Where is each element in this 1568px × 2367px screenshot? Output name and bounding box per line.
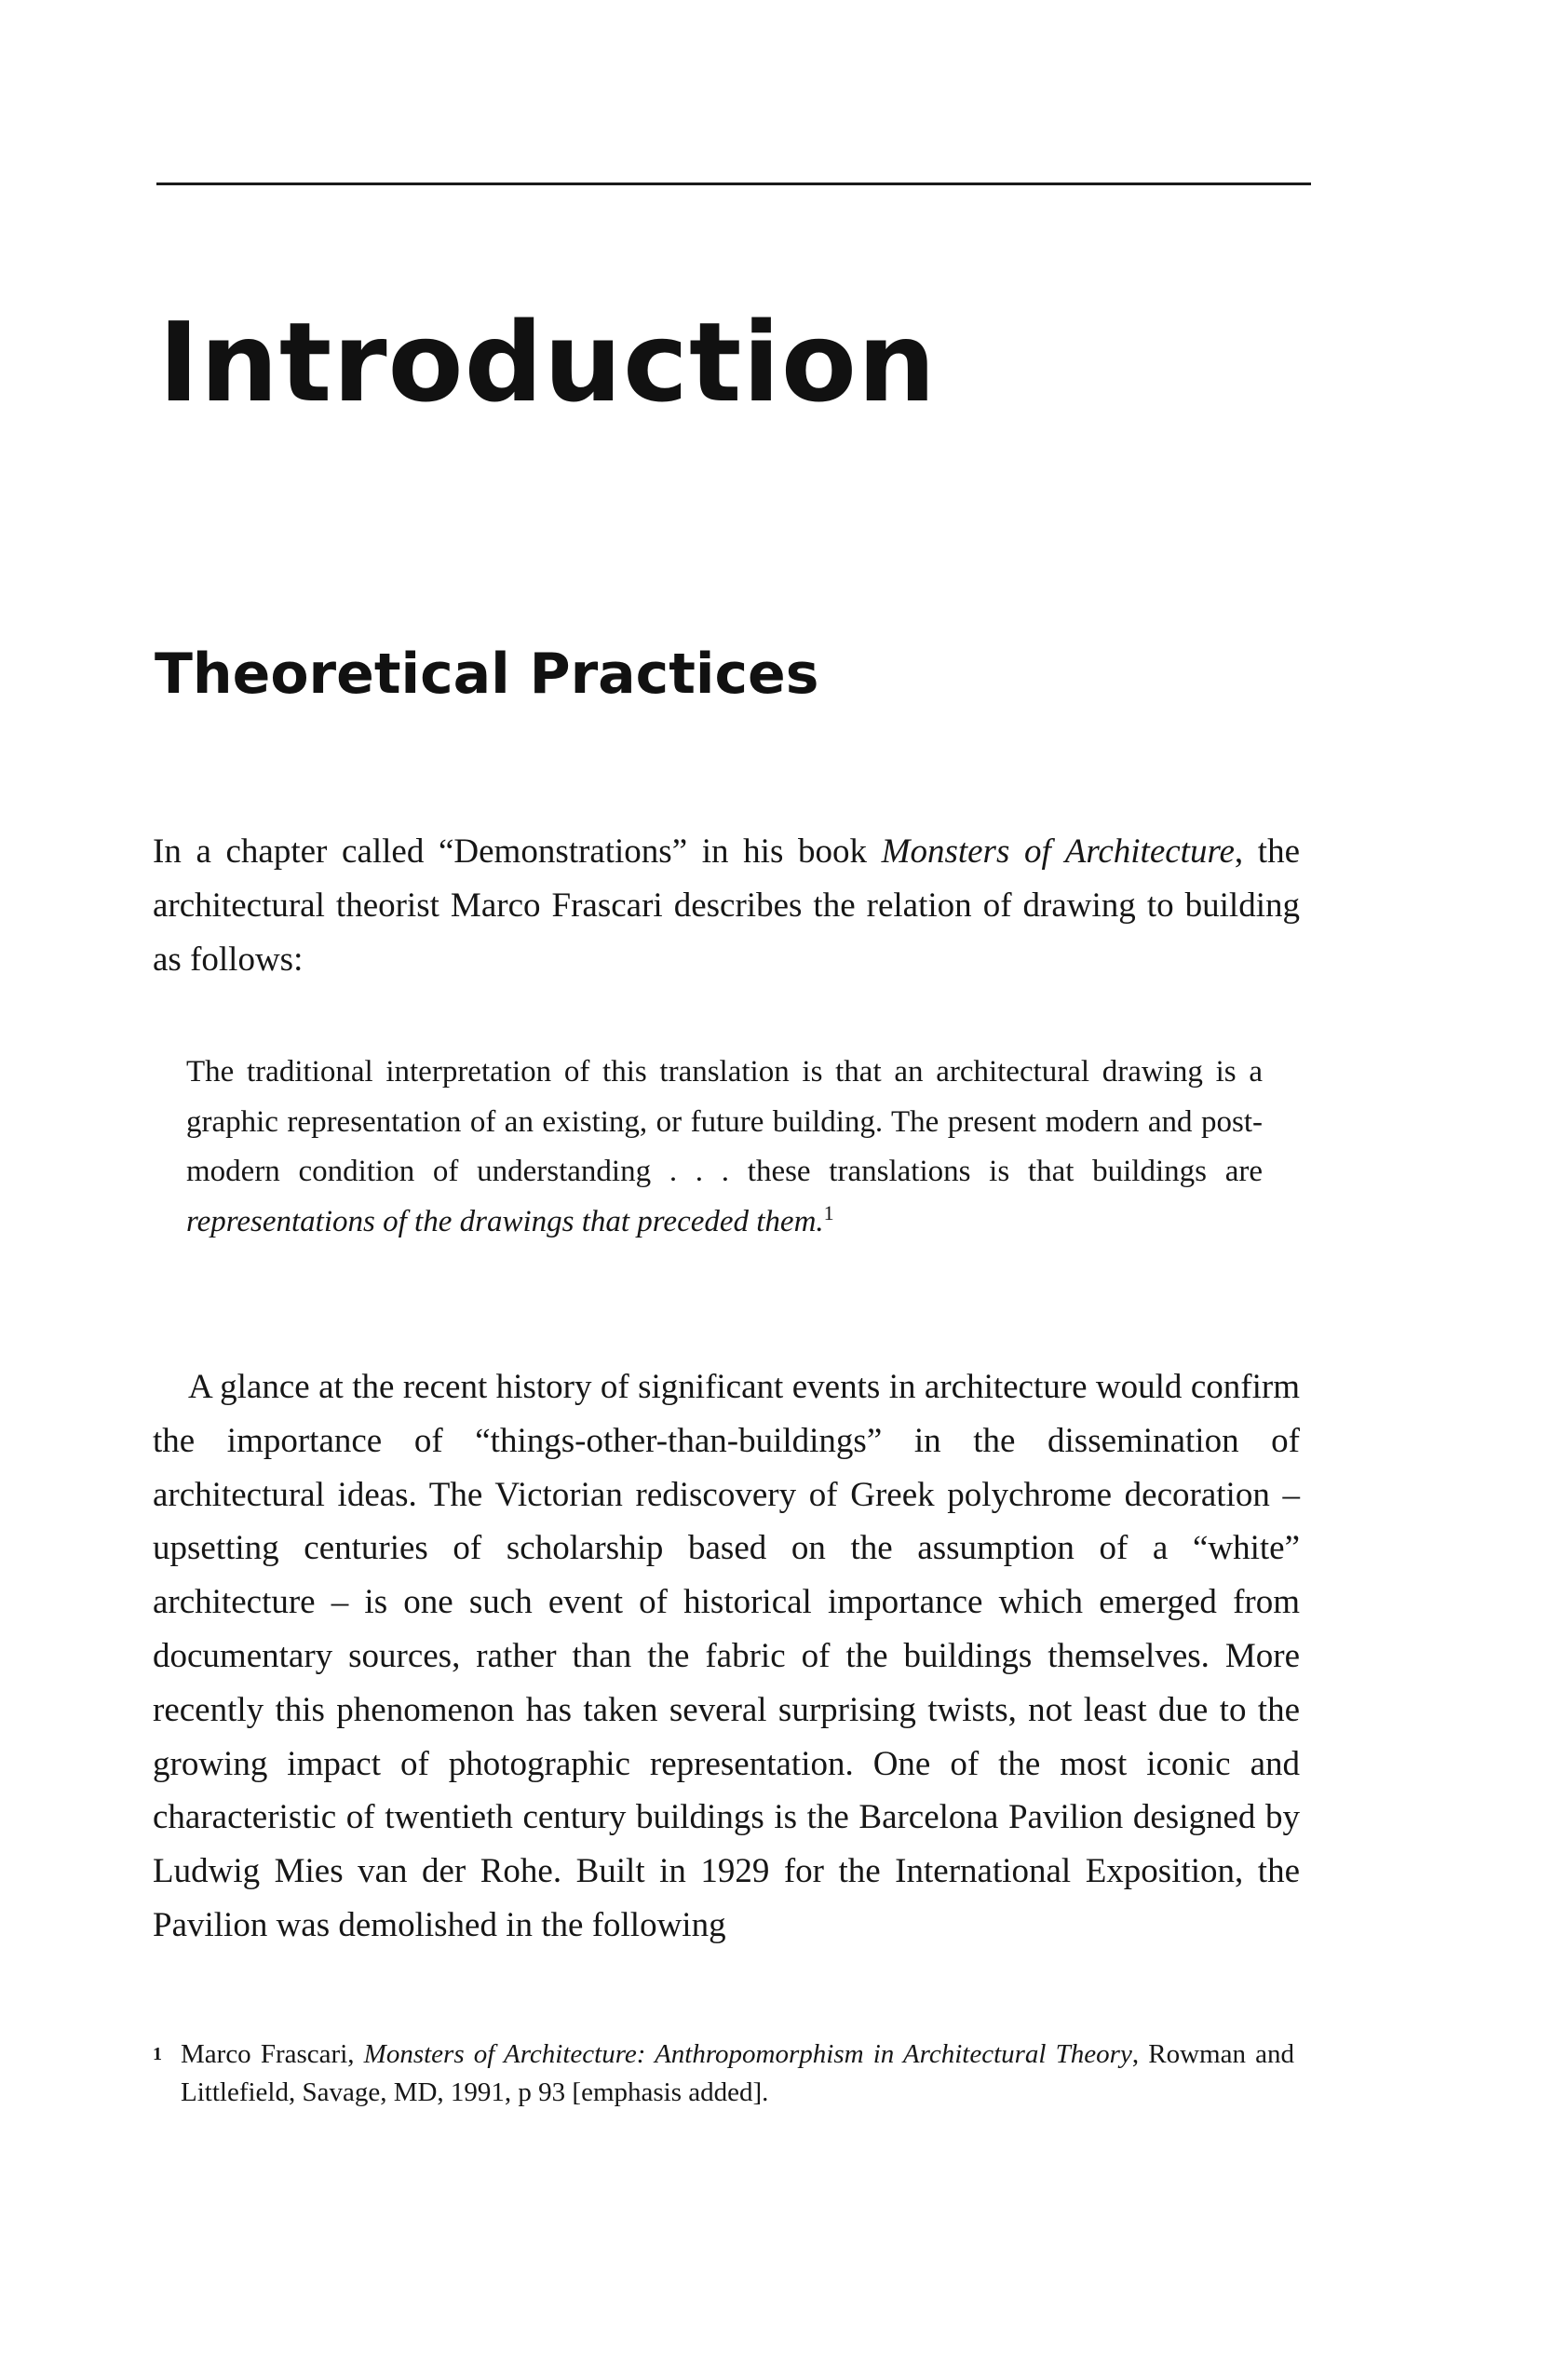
footnote-text-end: , Rowman and Littlefield, Savage, MD, 1991, p 93 [emphasis added]. bbox=[181, 2039, 1294, 2107]
footnote-number: 1 bbox=[153, 2044, 162, 2064]
book-title-italic: Monsters of Architecture bbox=[881, 832, 1235, 871]
section-heading: Theoretical Practices bbox=[155, 642, 819, 707]
block-quote-italic: representations of the drawings that preceded them. bbox=[186, 1204, 824, 1238]
top-rule bbox=[156, 183, 1311, 185]
chapter-title: Introduction bbox=[158, 298, 937, 426]
paragraph-intro-text: In a chapter called “Demonstrations” in his book bbox=[153, 832, 882, 871]
paragraph-intro bbox=[153, 825, 1300, 986]
paragraph-intro-text-end: , the architectural theorist Marco Frascari describes the relation of drawing to building as follows: bbox=[153, 832, 1301, 979]
paragraph-history: A glance at the recent history of significant events in architecture would confirm the importance of “things-other-than-buildings” in the dissemination of architectural ideas. The Victorian rediscovery of Greek polychrome decoration – upsetting centuries of scholarship based on the assumption of a “white” architecture – is one such event of historical importance which emerged from documentary sources, rather than the fabric of the buildings themselves. More recently this phenomenon has taken several surprising twists, not least due to the growing impact of photographic representation. One of the most iconic and characteristic of twentieth century buildings is the Barcelona Pavilion designed by Ludwig Mies van der Rohe. Built in 1929 for the International Exposition, the Pavilion was demolished in the following bbox=[153, 1368, 1300, 1944]
footnote-body bbox=[181, 2036, 1294, 2112]
footnote bbox=[153, 2036, 1300, 2112]
footnote-italic-title: Monsters of Architecture: Anthropomorphism in Architectural Theory bbox=[363, 2039, 1132, 2069]
footnote-reference: 1 bbox=[823, 1200, 834, 1224]
block-quote-text: The traditional interpretation of this translation is that an architectural drawing is a graphic representation of an existing, or future building. The present modern and post-modern condition of understanding . . . these translations is that buildings are bbox=[186, 1055, 1263, 1188]
block-quote bbox=[186, 1048, 1263, 1247]
footnote-text: Marco Frascari, bbox=[181, 2039, 364, 2069]
